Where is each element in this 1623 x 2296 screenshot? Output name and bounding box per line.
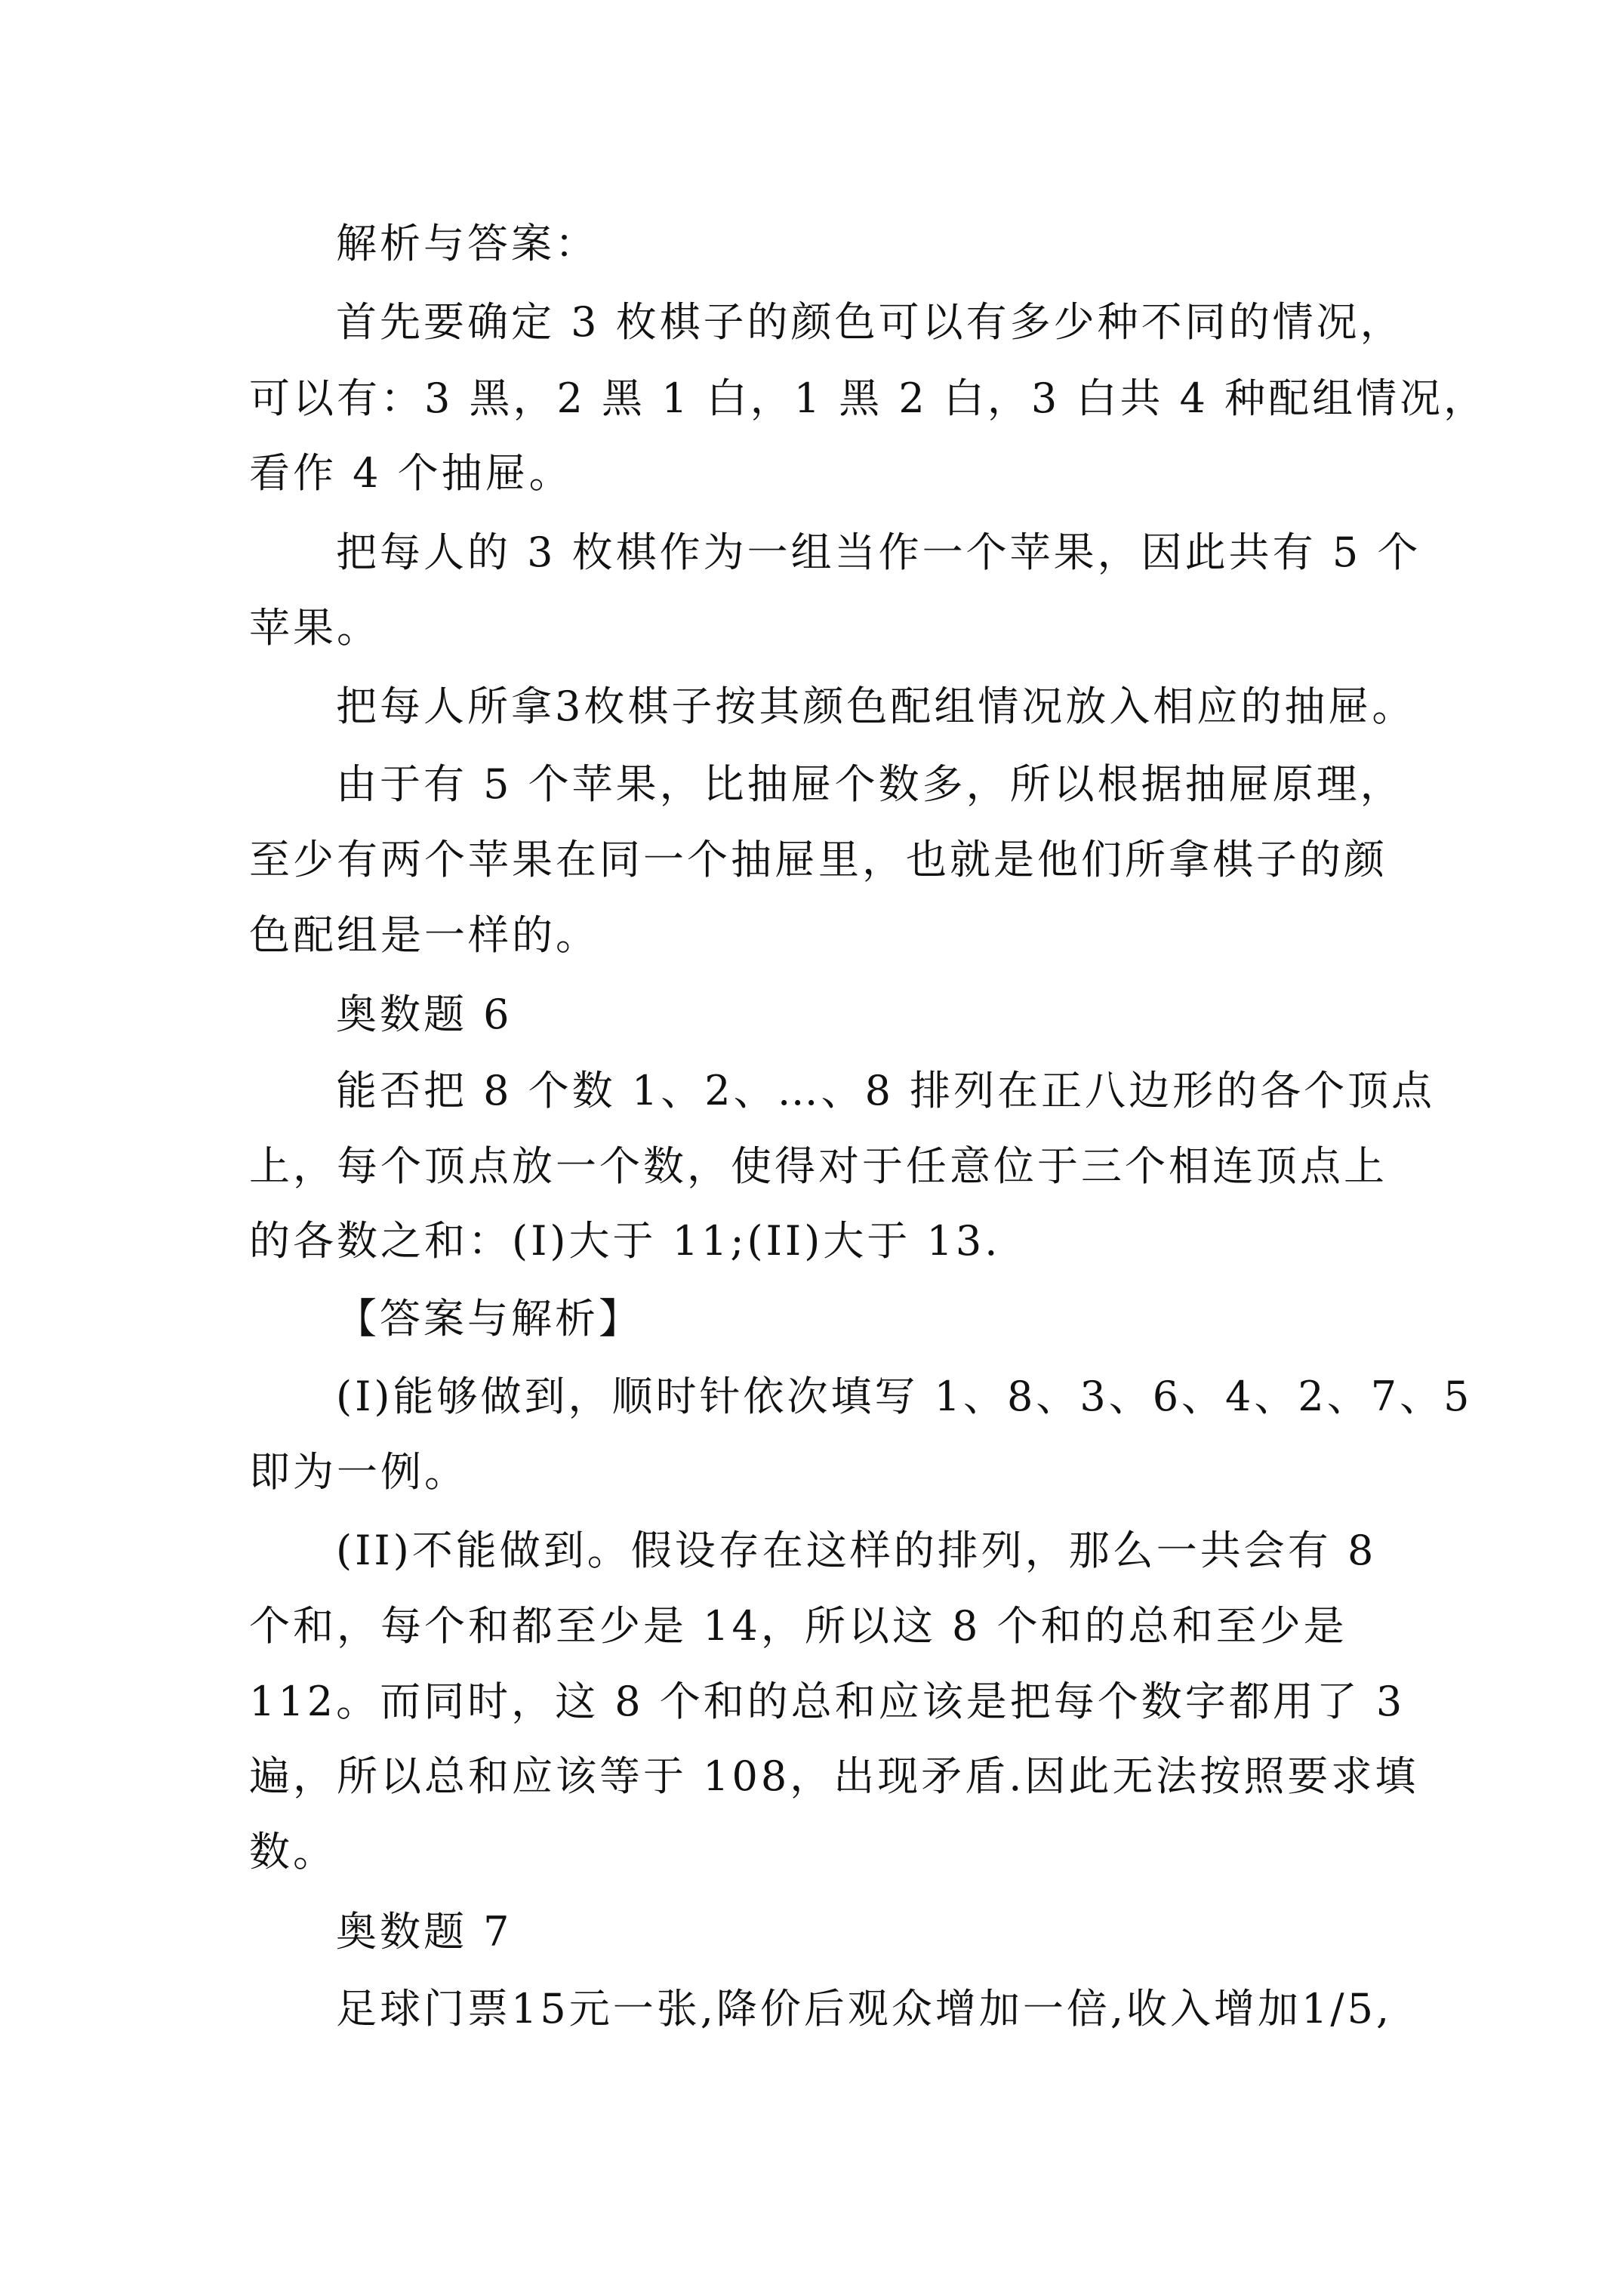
problem-6-heading: 奥数题 6 bbox=[336, 991, 513, 1038]
text-line: 个和，每个和都至少是 14，所以这 8 个和的总和至少是 bbox=[249, 1602, 1347, 1650]
answer-analysis-heading: 【答案与解析】 bbox=[336, 1295, 642, 1342]
text-line: 至少有两个苹果在同一个抽屉里，也就是他们所拿棋子的颜 bbox=[249, 836, 1387, 883]
text-line: 的各数之和：(I)大于 11;(II)大于 13. bbox=[249, 1217, 1001, 1265]
text-line: 把每人所拿3枚棋子按其颜色配组情况放入相应的抽屉。 bbox=[336, 683, 1416, 730]
text-line: 首先要确定 3 枚棋子的颜色可以有多少种不同的情况， bbox=[336, 298, 1404, 346]
text-line: (I)能够做到，顺时针依次填写 1、8、3、6、4、2、7、5 bbox=[336, 1373, 1473, 1420]
text-line: 色配组是一样的。 bbox=[249, 911, 599, 959]
text-line: 遍，所以总和应该等于 108，出现矛盾.因此无法按照要求填 bbox=[249, 1752, 1419, 1800]
text-line: 即为一例。 bbox=[249, 1448, 468, 1496]
problem-7-heading: 奥数题 7 bbox=[336, 1908, 513, 1955]
text-line: 足球门票15元一张,降价后观众增加一倍,收入增加1/5, bbox=[336, 1985, 1393, 2032]
text-line: 上，每个顶点放一个数，使得对于任意位于三个相连顶点上 bbox=[249, 1142, 1387, 1190]
text-line-analysis-heading: 解析与答案： bbox=[336, 220, 599, 267]
text-line: 看作 4 个抽屉。 bbox=[249, 449, 573, 497]
text-line: (II)不能做到。假设存在这样的排列，那么一共会有 8 bbox=[336, 1527, 1377, 1574]
text-line: 可以有：3 黑，2 黑 1 白，1 黑 2 白，3 白共 4 种配组情况， bbox=[249, 374, 1488, 422]
text-line: 把每人的 3 枚棋作为一组当作一个苹果，因此共有 5 个 bbox=[336, 529, 1421, 576]
text-line: 苹果。 bbox=[249, 604, 380, 652]
text-line: 数。 bbox=[249, 1828, 337, 1875]
text-line: 112。而同时，这 8 个和的总和应该是把每个数字都用了 3 bbox=[249, 1678, 1406, 1725]
text-line: 能否把 8 个数 1、2、…、8 排列在正八边形的各个顶点 bbox=[336, 1067, 1436, 1114]
text-line: 由于有 5 个苹果，比抽屉个数多，所以根据抽屉原理， bbox=[336, 760, 1404, 808]
